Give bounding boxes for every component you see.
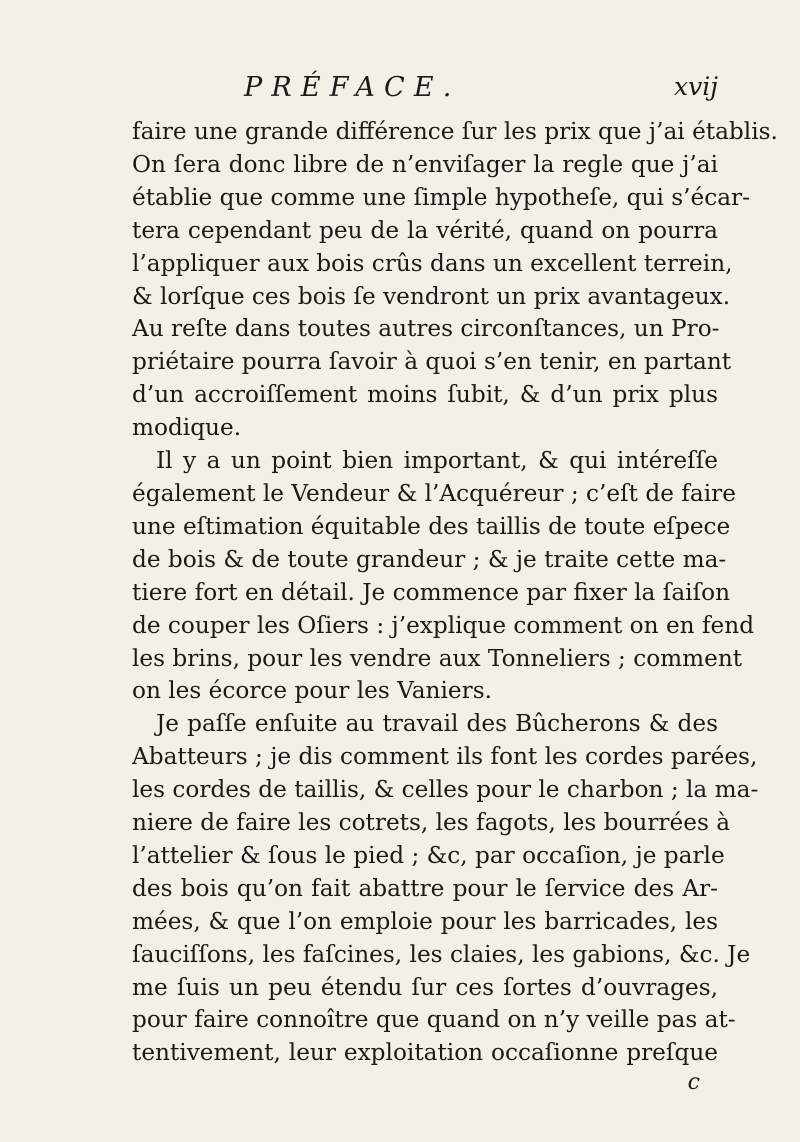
text-line: & lorſque ces bois ſe vendront un prix avantageux. (132, 282, 731, 310)
text-line: également le Vendeur & l’Acquéreur ; c’eſt de faire (132, 479, 736, 507)
running-head (132, 72, 718, 116)
text-line: On ſera donc libre de n’enviſager la regle que j’ai (132, 150, 718, 178)
text-line: me ſuis un peu étendu ſur ces ſortes d’ouvrages, (132, 973, 718, 1001)
text-line: l’attelier & ſous le pied ; &c, par occaſion, je parle (132, 841, 725, 869)
text-line: d’un accroiſſement moins ſubit, & d’un prix plus (132, 381, 718, 409)
text-line: on les écorce pour les Vaniers. (132, 677, 492, 705)
text-line: niere de faire les cotrets, les fagots, les bourrées à (132, 809, 731, 837)
text-line: tentivement, leur exploitation occaſionne preſque (132, 1039, 718, 1067)
text-line: Je paſſe enſuite au travail des Bûcherons & des (156, 710, 718, 738)
text-line: faire une grande différence ſur les prix que j’ai établis. (132, 118, 778, 145)
body-text (132, 116, 778, 1070)
text-line: ſauciſſons, les faſcines, les claies, les gabions, &c. Je (132, 940, 751, 968)
text-line: priétaire pourra ſavoir à quoi s’en tenir, en partant (132, 348, 732, 376)
text-line: établie que comme une ſimple hypotheſe, qui s’écar- (132, 183, 750, 211)
page-number: xvij (674, 72, 718, 101)
text-line: les cordes de taillis, & celles pour le charbon ; la ma- (132, 776, 759, 804)
catchword-row (132, 1070, 718, 1100)
text-line: l’appliquer aux bois crûs dans un excellent terrein, (132, 249, 733, 277)
text-line: Il y a un point bien important, & qui intéreſſe (156, 447, 718, 475)
text-line: mées, & que l’on emploie pour les barricades, les (132, 907, 718, 935)
text-line: Au reſte dans toutes autres circonſtances, un Pro- (132, 315, 720, 343)
text-line: les brins, pour les vendre aux Tonneliers ; comment (132, 644, 743, 672)
text-line: pour faire connoître que quand on n’y veille pas at- (132, 1006, 736, 1034)
text-line: Abatteurs ; je dis comment ils font les cordes parées, (132, 743, 758, 771)
running-title: PRÉFACE. (244, 72, 461, 103)
catchword: c (687, 1070, 700, 1096)
text-line: une eſtimation équitable des taillis de toute eſpece (132, 512, 731, 540)
text-line: modique. (132, 414, 242, 442)
text-line: des bois qu’on fait abattre pour le ſervice des Ar- (132, 874, 718, 902)
text-line: de couper les Oſiers : j’explique comment on en fend (132, 611, 755, 639)
text-line: tiere fort en détail. Je commence par fixer la ſaiſon (132, 578, 731, 606)
text-line: de bois & de toute grandeur ; & je traite cette ma- (132, 545, 727, 573)
text-line: tera cependant peu de la vérité, quand on pourra (132, 216, 718, 244)
